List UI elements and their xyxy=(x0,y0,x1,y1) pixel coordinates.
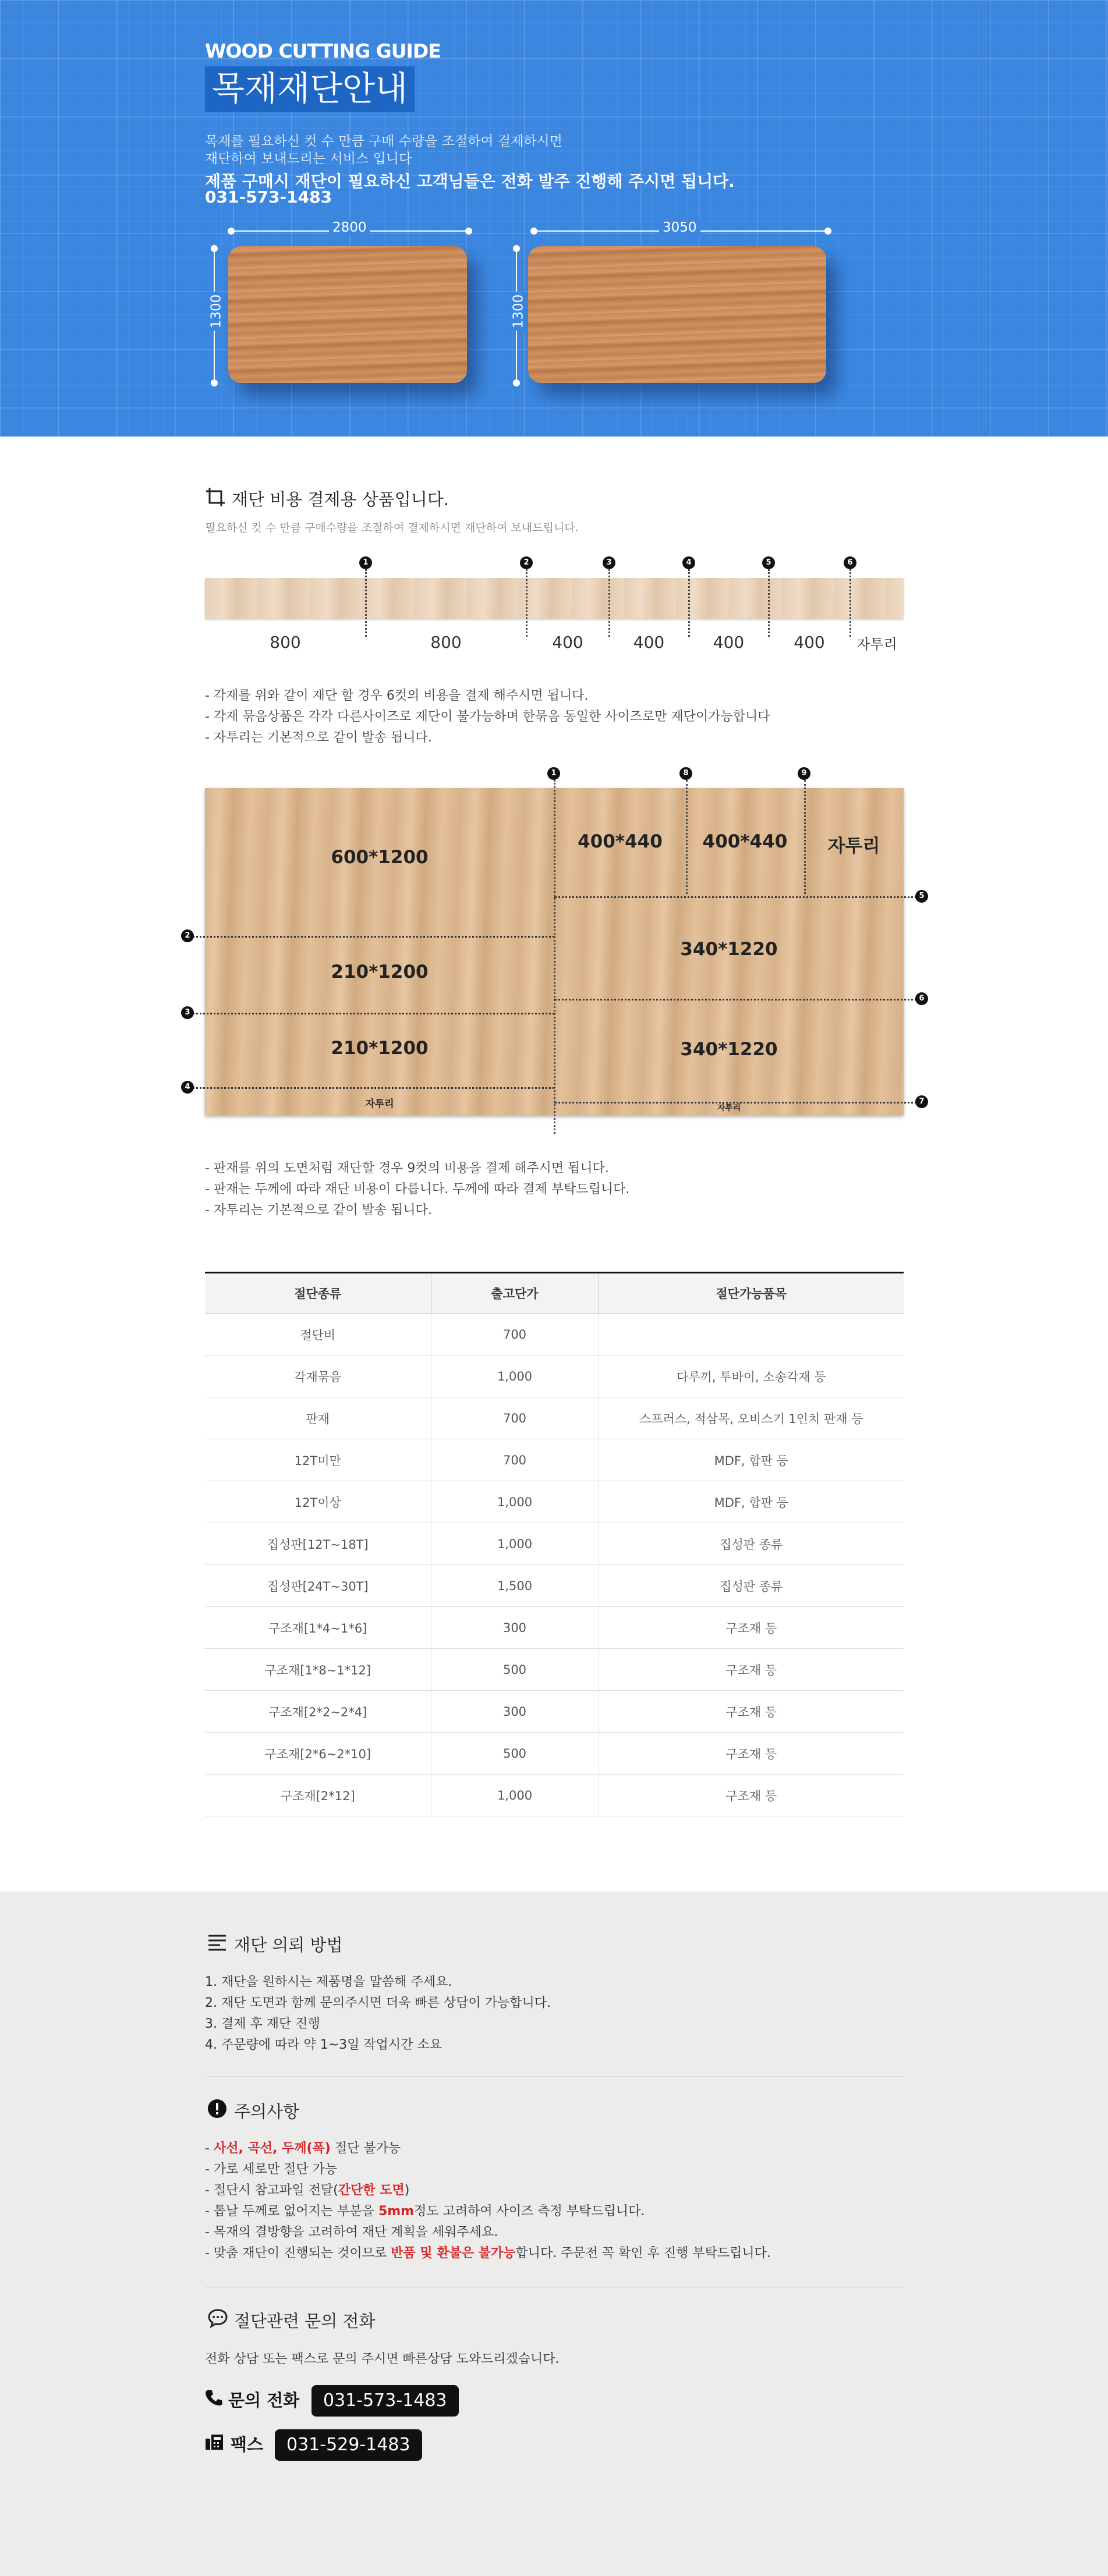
fax-label: 팩스 xyxy=(231,2435,264,2454)
fee-notes xyxy=(205,686,770,748)
caution-text: - xyxy=(205,2141,214,2156)
cut-line xyxy=(554,896,921,898)
info-section xyxy=(0,1892,1108,2576)
step-item: 4. 주문량에 따라 약 1~3일 작업시간 소요 xyxy=(205,2038,442,2052)
caution-highlight: 5mm xyxy=(378,2204,415,2219)
table-cell: 구조재 등 xyxy=(599,1649,904,1691)
table-cell: 집성판[12T~18T] xyxy=(205,1523,431,1565)
table-header: 절단종류 xyxy=(205,1273,431,1314)
piece-label: 340*1220 xyxy=(680,939,778,960)
wood-board-image xyxy=(528,246,826,383)
caution-text: ) xyxy=(404,2183,410,2198)
note-line: - 판재를 위의 도면처럼 재단할 경우 9컷의 비용을 결제 해주시면 됩니다. xyxy=(205,1161,609,1176)
caution-item: - 가로 세로만 절단 가능 xyxy=(205,2162,338,2177)
hero-description xyxy=(205,133,787,168)
fee-section-subtitle: 필요하신 컷 수 만큼 구매수량을 조절하여 결제하시면 재단하여 보내드립니다. xyxy=(205,521,579,534)
dim-dot xyxy=(824,228,831,235)
piece-label: 400*440 xyxy=(702,831,788,852)
table-cell: MDF, 합판 등 xyxy=(599,1481,904,1523)
caution-text: 합니다. 주문전 꼭 확인 후 진행 부탁드립니다. xyxy=(515,2246,771,2261)
table-cell: 절단비 xyxy=(205,1314,431,1356)
cut-marker: 6 xyxy=(915,992,928,1005)
note-line: - 판재는 두께에 따라 재단 비용이 다릅니다. 두께에 따라 결제 부탁드립니다. xyxy=(205,1182,630,1197)
table-cell: 집성판[24T~30T] xyxy=(205,1565,431,1607)
table-cell: 구조재 등 xyxy=(599,1775,904,1816)
cut-marker: 3 xyxy=(181,1006,194,1019)
note-line: - 각재 묶음상품은 각각 다른사이즈로 재단이 불가능하며 한묶음 동일한 사이즈로만 재단이가능합니다 xyxy=(205,709,770,724)
hero-phone: 031-573-1483 xyxy=(205,187,332,207)
contact-title: 절단관련 문의 전화 xyxy=(234,2311,376,2331)
table-cell xyxy=(599,1314,904,1356)
cut-line xyxy=(189,936,554,938)
table-row xyxy=(205,1565,904,1607)
scrap-label: 자투리 xyxy=(827,836,880,857)
hero-title-en: WOOD CUTTING GUIDE xyxy=(205,40,441,62)
chat-icon xyxy=(207,2308,228,2330)
step-item: 1. 재단을 원하시는 제품명을 말씀해 주세요. xyxy=(205,1975,452,1989)
table-cell: 구조재 등 xyxy=(599,1691,904,1733)
caution-text: 정도 고려하여 사이즈 측정 부탁드립니다. xyxy=(414,2204,645,2219)
table-cell: 구조재 등 xyxy=(599,1733,904,1775)
segment-length-label: 400 xyxy=(713,633,745,652)
hero-desc-line: 재단하여 보내드리는 서비스 입니다 xyxy=(205,151,412,166)
dim-dot xyxy=(513,379,520,386)
caution-highlight: 반품 및 환불은 불가능 xyxy=(391,2246,516,2261)
caution-item xyxy=(205,2243,771,2264)
fax-icon xyxy=(205,2434,224,2453)
segment-length-label: 400 xyxy=(633,633,665,652)
piece-label: 210*1200 xyxy=(331,1038,429,1059)
table-row xyxy=(205,1775,904,1816)
caution-list xyxy=(205,2138,771,2264)
cut-marker: 5 xyxy=(915,890,928,903)
note-line: - 자투리는 기본적으로 같이 발송 됩니다. xyxy=(205,1203,432,1218)
table-row xyxy=(205,1314,904,1356)
table-cell: 700 xyxy=(431,1314,599,1356)
table-cell: 300 xyxy=(431,1691,599,1733)
cut-marker: 1 xyxy=(359,556,372,569)
table-cell: 각재묶음 xyxy=(205,1356,431,1397)
table-cell: 700 xyxy=(431,1439,599,1481)
wood-board-image xyxy=(228,246,467,383)
scrap-label: 자투리 xyxy=(717,1104,741,1113)
cut-marker: 3 xyxy=(603,556,615,569)
cut-line xyxy=(768,569,770,637)
table-header: 출고단가 xyxy=(431,1273,599,1314)
table-row xyxy=(205,1649,904,1691)
table-cell: 12T이상 xyxy=(205,1481,431,1523)
piece-label: 600*1200 xyxy=(331,847,429,868)
table-cell: 구조재[2*6~2*10] xyxy=(205,1733,431,1775)
contact-description: 전화 상담 또는 팩스로 문의 주시면 빠른상담 도와드리겠습니다. xyxy=(205,2352,560,2366)
segment-length-label: 800 xyxy=(430,633,462,652)
fee-section-title: 재단 비용 결제용 상품입니다. xyxy=(232,489,449,509)
cut-marker: 6 xyxy=(844,556,856,569)
table-header-row xyxy=(205,1273,904,1314)
table-cell: 구조재[1*4~1*6] xyxy=(205,1607,431,1649)
table-cell: 1,000 xyxy=(431,1356,599,1397)
cut-line xyxy=(849,569,851,637)
board1-height: 1300 xyxy=(208,292,224,331)
cut-marker: 2 xyxy=(181,929,194,942)
piece-label: 400*440 xyxy=(578,831,663,852)
caution-highlight: 사선, 곡선, 두께(폭) xyxy=(213,2141,331,2156)
table-row xyxy=(205,1523,904,1565)
phone-number[interactable]: 031-573-1483 xyxy=(311,2385,459,2417)
caution-item xyxy=(205,2180,771,2201)
caution-text: 절단 불가능 xyxy=(330,2141,401,2156)
cut-marker: 4 xyxy=(682,556,695,569)
table-cell: 구조재[1*8~1*12] xyxy=(205,1649,431,1691)
fax-number[interactable]: 031-529-1483 xyxy=(275,2429,422,2461)
table-cell: 700 xyxy=(431,1397,599,1439)
scrap-label: 자투리 xyxy=(365,1098,394,1110)
table-cell: 판재 xyxy=(205,1397,431,1439)
table-header: 절단가능품목 xyxy=(599,1273,904,1314)
phone-icon xyxy=(205,2389,222,2408)
table-cell: 1,000 xyxy=(431,1481,599,1523)
table-cell: 구조재 등 xyxy=(599,1607,904,1649)
cut-line xyxy=(526,569,528,637)
table-row xyxy=(205,1691,904,1733)
cut-marker: 8 xyxy=(679,767,692,780)
table-row xyxy=(205,1397,904,1439)
caution-item xyxy=(205,2138,771,2159)
hero-banner xyxy=(0,0,1108,437)
table-cell: 1,000 xyxy=(431,1523,599,1565)
table-cell: 1,500 xyxy=(431,1565,599,1607)
cut-marker: 1 xyxy=(547,767,560,780)
hero-title-ko: 목재재단안내 xyxy=(205,66,415,112)
table-row xyxy=(205,1733,904,1775)
table-cell: 1,000 xyxy=(431,1775,599,1816)
lumber-plank xyxy=(205,578,904,619)
table-cell: 구조재[2*12] xyxy=(205,1775,431,1816)
cut-line xyxy=(189,1013,554,1014)
cut-line xyxy=(688,569,690,637)
board1-width: 2800 xyxy=(329,220,370,235)
table-cell: 500 xyxy=(431,1733,599,1775)
board2-height: 1300 xyxy=(511,292,526,331)
step-item: 2. 재단 도면과 함께 문의주시면 더욱 빠른 상담이 가능합니다. xyxy=(205,1996,551,2010)
table-cell: MDF, 합판 등 xyxy=(599,1439,904,1481)
cut-marker: 4 xyxy=(181,1081,194,1094)
caution-title: 주의사항 xyxy=(234,2102,300,2121)
list-icon xyxy=(207,1933,227,1953)
caution-text: - 톱날 두께로 없어지는 부분을 xyxy=(205,2204,378,2219)
note-line: - 자투리는 기본적으로 같이 발송 됩니다. xyxy=(205,730,432,745)
warning-icon xyxy=(207,2099,227,2121)
table-cell: 500 xyxy=(431,1649,599,1691)
table-cell: 구조재[2*2~2*4] xyxy=(205,1691,431,1733)
segment-length-label: 자투리 xyxy=(856,636,897,652)
segment-length-label: 400 xyxy=(552,633,583,652)
cut-line xyxy=(189,1087,554,1089)
crop-icon xyxy=(205,487,226,510)
step-item: 3. 결제 후 재단 진행 xyxy=(205,2017,320,2031)
table-cell: 다루끼, 투바이, 소송각재 등 xyxy=(599,1356,904,1397)
caution-item xyxy=(205,2201,771,2222)
caution-highlight: 간단한 도면 xyxy=(338,2183,405,2198)
panel-notes xyxy=(205,1158,629,1221)
hero-bold-notice: 제품 구매시 재단이 필요하신 고객님들은 전화 발주 진행해 주시면 됩니다. xyxy=(205,172,735,191)
note-line: - 각재를 위와 같이 재단 할 경우 6컷의 비용을 결제 해주시면 됩니다. xyxy=(205,689,589,703)
caution-text: - 맞춤 재단이 진행되는 것이므로 xyxy=(205,2246,391,2261)
table-row xyxy=(205,1439,904,1481)
price-table xyxy=(205,1272,904,1816)
segment-length-label: 400 xyxy=(794,633,825,652)
cut-line xyxy=(608,569,610,637)
caution-item: - 목재의 결방향을 고려하여 재단 계획을 세워주세요. xyxy=(205,2225,498,2240)
piece-label: 340*1220 xyxy=(680,1039,778,1060)
cut-line xyxy=(365,569,367,637)
segment-length-label: 800 xyxy=(270,633,301,652)
piece-label: 210*1200 xyxy=(331,961,429,982)
cut-marker: 2 xyxy=(520,556,533,569)
cut-line xyxy=(554,999,921,1000)
board2-width: 3050 xyxy=(659,220,700,235)
table-row xyxy=(205,1356,904,1397)
dim-dot xyxy=(211,379,218,386)
table-cell: 집성판 종류 xyxy=(599,1523,904,1565)
table-cell: 집성판 종류 xyxy=(599,1565,904,1607)
cut-marker: 7 xyxy=(915,1095,928,1108)
request-method-title: 재단 의뢰 방법 xyxy=(234,1935,343,1955)
dim-dot xyxy=(465,228,472,235)
request-steps xyxy=(205,1972,551,2056)
hero-desc-line: 목재를 필요하신 컷 수 만큼 구매 수량을 조절하여 결제하시면 xyxy=(205,134,562,149)
cut-marker: 9 xyxy=(798,767,810,780)
caution-text: - 절단시 참고파일 전달( xyxy=(205,2183,338,2198)
table-cell: 300 xyxy=(431,1607,599,1649)
phone-label: 문의 전화 xyxy=(228,2390,300,2410)
table-row xyxy=(205,1481,904,1523)
cut-marker: 5 xyxy=(762,556,775,569)
table-cell: 스프러스, 적삼목, 오비스기 1인치 판재 등 xyxy=(599,1397,904,1439)
table-cell: 12T미만 xyxy=(205,1439,431,1481)
table-row xyxy=(205,1607,904,1649)
